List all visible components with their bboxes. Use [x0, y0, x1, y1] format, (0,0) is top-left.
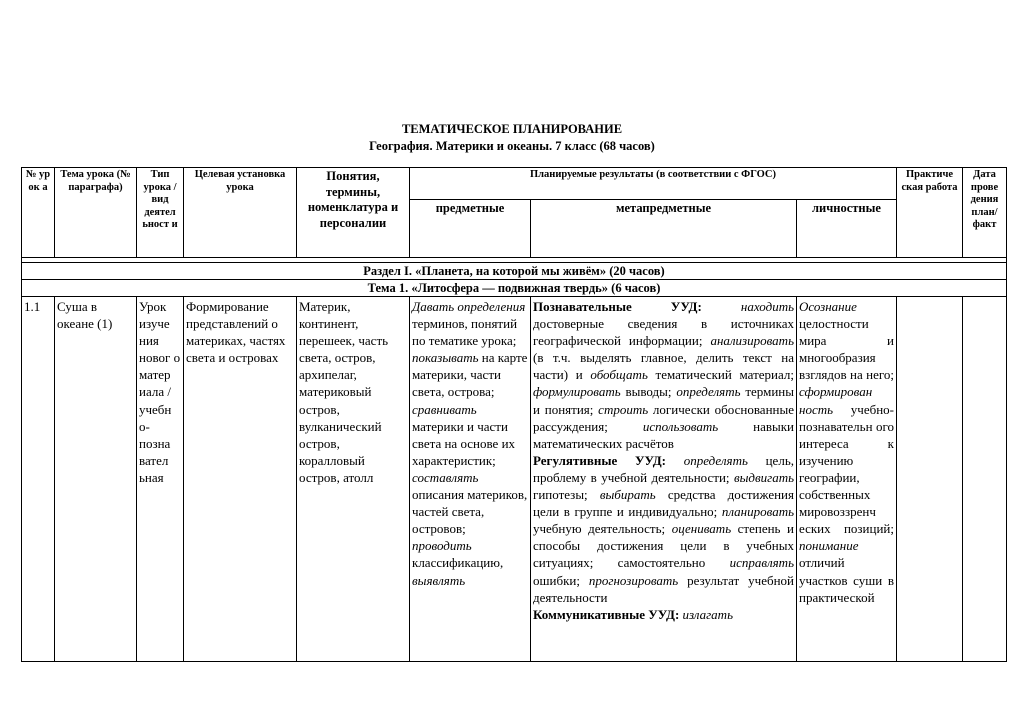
verb: исправлять	[729, 555, 794, 571]
text: гипотезы;	[533, 487, 600, 503]
uud-heading: Регулятивные УУД:	[533, 452, 667, 468]
text: навыки математических расчётов	[533, 418, 795, 451]
text: (в т.ч. выделять главное, делить текст на части) и	[533, 350, 794, 383]
verb: Давать определения	[412, 299, 526, 314]
row-personal-results	[797, 297, 897, 662]
verb: использовать	[642, 418, 719, 434]
verb: показывать	[412, 350, 479, 366]
verb: составлять	[412, 469, 479, 485]
verb: понимание	[799, 538, 859, 554]
text	[666, 453, 684, 468]
text: целостности мира и многообразия взглядов на него;	[799, 316, 894, 383]
verb: выявлять	[412, 572, 466, 588]
verb: прогнозировать	[588, 572, 679, 588]
text: на карте материки, части света, острова;	[412, 350, 528, 400]
row-date	[963, 297, 1007, 662]
text: степень и способы достижения цели в учебных ситуациях; самостоятельно	[533, 521, 794, 571]
header-meta: метапредметные	[531, 200, 797, 258]
text: ошибки;	[533, 572, 589, 588]
verb: излагать	[682, 606, 733, 622]
text	[702, 299, 741, 314]
header-num: № ур ок а	[22, 168, 55, 258]
verb: Осознание	[799, 299, 857, 314]
text: описания материков, частей света, островов;	[412, 487, 528, 537]
text: материки и части света на основе их характеристик;	[412, 418, 516, 468]
text: отличий участков суши в практической	[799, 555, 894, 605]
theme-title: Тема 1. «Литосфера — подвижная твердь» (6 часов)	[22, 280, 1007, 297]
verb: находить	[740, 299, 794, 314]
text: средства достижения цели в группе и индивидуально;	[533, 487, 794, 520]
header-results: Планируемые результаты (в соответствии с ФГОС)	[410, 168, 897, 200]
verb: обобщать	[590, 367, 648, 383]
verb: определять	[676, 384, 741, 400]
verb: выбирать	[599, 487, 656, 503]
header-subject: предметные	[410, 200, 531, 258]
text: выводы;	[620, 384, 677, 400]
verb: планировать	[721, 504, 794, 520]
header-goal: Целевая установка урока	[184, 168, 297, 258]
verb: определять	[683, 452, 748, 468]
verb: строить	[598, 401, 649, 417]
verb: сформирован ность	[799, 384, 873, 417]
text: результат учебной деятельности	[533, 572, 794, 605]
planning-table	[21, 167, 1007, 662]
row-goal: Формирование представлений о материках, частях света и островах	[184, 297, 297, 662]
row-num: 1.1	[22, 297, 55, 662]
header-concepts: Понятия, термины, номенклатура и персоналии	[297, 168, 410, 258]
verb: проводить	[412, 538, 472, 554]
row-topic: Суша в океане (1)	[55, 297, 137, 662]
section-title: Раздел I. «Планета, на которой мы живём» (20 часов)	[22, 263, 1007, 280]
row-practical	[897, 297, 963, 662]
uud-heading: Коммуникативные УУД:	[533, 606, 680, 622]
header-topic: Тема урока (№ параграфа)	[55, 168, 137, 258]
header-personal: личностные	[797, 200, 897, 258]
header-date: Дата прове дения план/ факт	[963, 168, 1007, 258]
verb: сравнивать	[412, 401, 477, 417]
verb: выдвигать	[733, 469, 794, 485]
text: достоверные сведения в источниках географической информации;	[533, 316, 794, 349]
row-type: Урок изуче ния новог о матер иала / учебн о-позна вател ьная	[137, 297, 184, 662]
row-meta-results	[531, 297, 797, 662]
text: логически обоснованные рассуждения;	[533, 401, 794, 434]
page-title: ТЕМАТИЧЕСКОЕ ПЛАНИРОВАНИЕ	[401, 122, 623, 136]
row-subject-results	[410, 297, 531, 662]
uud-heading: Познавательные УУД:	[533, 299, 702, 314]
header-type: Тип урока / вид деятел ьност и	[137, 168, 184, 258]
verb: оценивать	[671, 521, 732, 537]
text: терминов, понятий по тематике урока;	[412, 316, 518, 349]
verb: формулировать	[533, 384, 621, 400]
text: тематический материал;	[647, 367, 794, 383]
text: учебную деятельность;	[533, 521, 672, 537]
row-concepts: Материк, континент, перешеек, часть света, остров, архипелаг, материковый остров, вулканический остров, коралловый остров, атолл	[297, 297, 410, 662]
table-row	[22, 297, 1007, 662]
text: термины и понятия;	[533, 384, 794, 417]
verb: анализировать	[710, 333, 794, 349]
text: учебно-познавательн ого интереса к изучению географии, собственных мировоззренч еских позиций;	[799, 401, 894, 537]
text: классификацию,	[412, 555, 504, 571]
text: цель, проблему в учебной деятельности;	[533, 452, 794, 485]
header-practical: Практиче ская работа	[897, 168, 963, 258]
page-subtitle: География. Материки и океаны. 7 класс (68 часов)	[369, 139, 655, 153]
